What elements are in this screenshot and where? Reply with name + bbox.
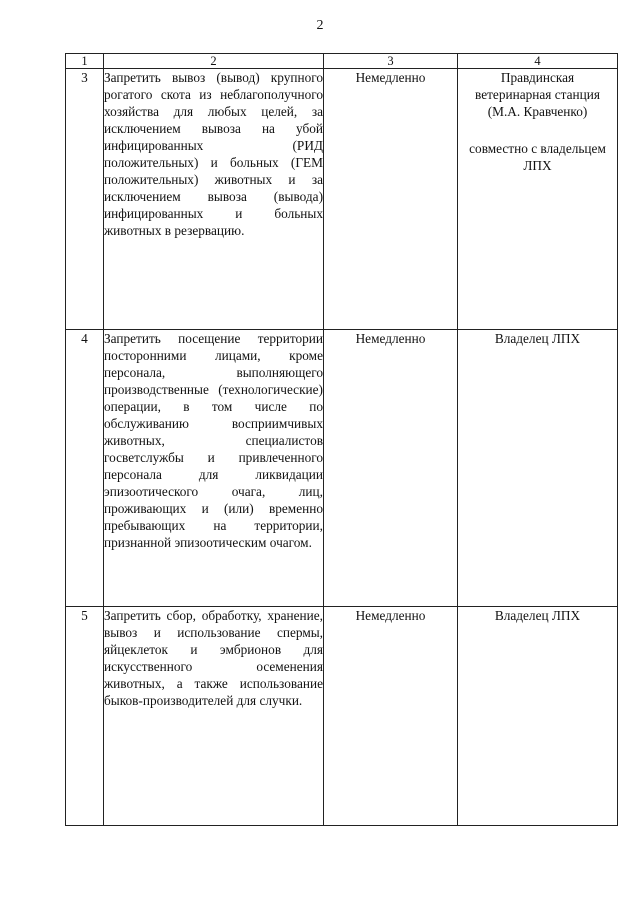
row-number: 5	[66, 607, 104, 826]
responsible-line: Правдинская	[500, 70, 575, 85]
table-header-row	[66, 54, 618, 69]
deadline-cell: Немедленно	[324, 330, 458, 607]
table-row	[66, 69, 618, 330]
deadline-cell: Немедленно	[324, 69, 458, 330]
measure-cell	[104, 607, 324, 826]
measure-text: Запретить сбор, обработку, хранение, вывоз и использование спермы, яйцеклеток и эмбрионов для искусственного осеменения животных, а также использование быков-производителей для случки.	[104, 608, 323, 708]
column-header: 3	[324, 54, 458, 69]
spacer	[458, 120, 617, 140]
column-header: 4	[458, 54, 618, 69]
responsible-line: ЛПХ	[523, 158, 552, 173]
responsible-line: (М.А. Кравченко)	[487, 104, 588, 119]
measure-text: Запретить посещение территории посторонними лицами, кроме персонала, выполняющего производственные (технологические) операции, в том числе по обслуживанию восприимчивых животных, специалистов госветслужбы и привлеченного персонала для ликвидации эпизоотического очага, лиц, проживающих и (или) временно пребывающих на территории, признанной эпизоотическим очагом.	[104, 331, 323, 550]
responsible-cell	[458, 69, 618, 330]
deadline-cell: Немедленно	[324, 607, 458, 826]
measures-table	[65, 53, 618, 826]
measure-text: Запретить вывоз (вывод) крупного рогатого скота из неблагополучного хозяйства для любых целей, за исключением вывоза на убой инфицированных (РИД положительных) и больных (ГЕМ положительных) животных и за исключением вывоза (вывода) инфицированных и больных животных в резервацию.	[104, 70, 323, 238]
table-row	[66, 607, 618, 826]
responsible-cell: Владелец ЛПХ	[458, 607, 618, 826]
row-number: 4	[66, 330, 104, 607]
table-row	[66, 330, 618, 607]
page-number: 2	[316, 18, 324, 33]
column-header: 1	[66, 54, 104, 69]
measure-cell	[104, 69, 324, 330]
responsible-line: ветеринарная станция	[475, 87, 600, 102]
responsible-cell: Владелец ЛПХ	[458, 330, 618, 607]
column-header: 2	[104, 54, 324, 69]
measure-cell	[104, 330, 324, 607]
row-number: 3	[66, 69, 104, 330]
responsible-line: совместно с владельцем	[469, 141, 606, 156]
